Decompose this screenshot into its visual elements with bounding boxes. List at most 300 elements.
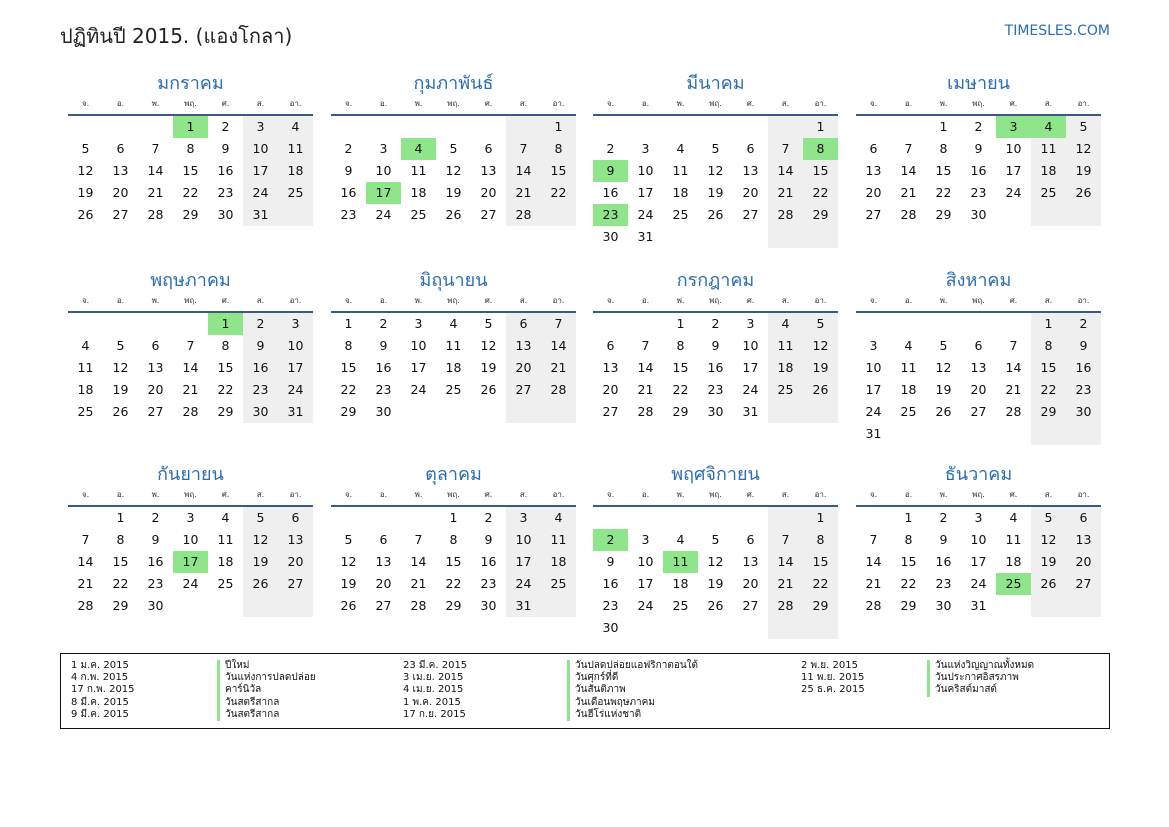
day-cell: 16	[340, 185, 357, 200]
day-cell: 3	[641, 532, 650, 547]
day-cell: 4	[401, 138, 436, 160]
empty-day-cell	[768, 226, 803, 248]
day-cell: 6	[506, 313, 541, 335]
day-cell: 30	[480, 598, 497, 613]
day-cell: 26	[445, 207, 462, 222]
day-cell: 10	[410, 338, 427, 353]
weekday-label: พ.	[151, 99, 160, 108]
day-cell: 27	[112, 207, 129, 222]
day-cell: 7	[81, 532, 90, 547]
weekday-label: อา.	[814, 99, 827, 108]
day-cell: 13	[602, 360, 619, 375]
day-cell: 10	[243, 138, 278, 160]
day-cell: 6	[869, 141, 878, 156]
empty-day-cell	[891, 423, 926, 445]
legend-holiday-name: วันฮีโร่แห่งชาติ	[567, 709, 698, 721]
weekday-label: พฤ.	[184, 490, 197, 499]
day-cell: 10	[637, 554, 654, 569]
month-name: พฤศจิกายน	[671, 464, 760, 485]
weekday-label: ศ.	[221, 490, 230, 499]
day-cell: 25	[1031, 182, 1066, 204]
day-cell: 24	[742, 382, 759, 397]
month-name: มกราคม	[157, 73, 224, 94]
weekday-label: จ.	[344, 490, 353, 499]
day-cell: 21	[865, 576, 882, 591]
day-cell: 17	[742, 360, 759, 375]
weekday-label: ศ.	[221, 99, 230, 108]
weekday-label: ศ.	[746, 99, 755, 108]
day-cell: 27	[480, 207, 497, 222]
empty-day-cell	[68, 313, 103, 335]
day-cell: 12	[77, 163, 94, 178]
day-cell: 4	[221, 510, 230, 525]
weekday-label: ศ.	[484, 296, 493, 305]
weekday-label: อา.	[289, 99, 302, 108]
day-cell: 31	[506, 595, 541, 617]
day-cell: 6	[606, 338, 615, 353]
day-grid	[593, 116, 838, 248]
day-cell: 16	[707, 360, 724, 375]
day-cell: 5	[803, 313, 838, 335]
day-cell: 22	[900, 576, 917, 591]
legend-names-col-1	[217, 660, 316, 721]
empty-day-cell	[768, 116, 803, 138]
day-cell: 29	[182, 207, 199, 222]
day-cell: 2	[221, 119, 230, 134]
day-cell: 1	[803, 116, 838, 138]
day-cell: 28	[1005, 404, 1022, 419]
empty-day-cell	[628, 116, 663, 138]
day-cell: 26	[803, 379, 838, 401]
day-cell: 8	[221, 338, 230, 353]
legend-holiday-name: วันแห่งวิญญาณทั้งหมด	[927, 660, 1034, 672]
weekday-label: ส.	[781, 490, 790, 499]
day-cell: 3	[974, 510, 983, 525]
day-cell: 30	[1066, 401, 1101, 423]
day-cell: 31	[742, 404, 759, 419]
day-cell: 8	[939, 141, 948, 156]
day-cell: 1	[676, 316, 685, 331]
legend-holiday-name: ปีใหม่	[217, 660, 316, 672]
day-cell: 5	[484, 316, 493, 331]
day-cell: 10	[1005, 141, 1022, 156]
day-cell: 7	[151, 141, 160, 156]
weekday-label: พฤ.	[184, 296, 197, 305]
day-cell: 8	[803, 529, 838, 551]
empty-day-cell	[506, 116, 541, 138]
day-cell: 13	[147, 360, 164, 375]
day-cell: 2	[974, 119, 983, 134]
day-cell: 12	[707, 554, 724, 569]
day-cell: 7	[541, 313, 576, 335]
day-cell: 7	[768, 138, 803, 160]
empty-day-cell	[803, 401, 838, 423]
day-cell: 11	[900, 360, 917, 375]
day-cell: 24	[375, 207, 392, 222]
day-cell: 5	[243, 507, 278, 529]
day-cell: 6	[379, 532, 388, 547]
day-cell: 18	[672, 185, 689, 200]
day-cell: 20	[375, 576, 392, 591]
weekday-label: ส.	[781, 99, 790, 108]
day-cell: 17	[637, 185, 654, 200]
month-block	[68, 269, 313, 423]
empty-day-cell	[243, 595, 278, 617]
weekday-label: อ.	[116, 490, 125, 499]
legend-date: 11 พ.ย. 2015	[801, 672, 865, 684]
day-cell: 19	[445, 185, 462, 200]
weekday-label: อ.	[904, 296, 913, 305]
day-cell: 20	[1066, 551, 1101, 573]
weekday-label: พ.	[414, 490, 423, 499]
day-cell: 10	[278, 335, 313, 357]
day-cell: 30	[147, 598, 164, 613]
weekday-label: อา.	[552, 296, 565, 305]
day-cell: 3	[243, 116, 278, 138]
day-cell: 8	[541, 138, 576, 160]
day-cell: 3	[641, 141, 650, 156]
day-cell: 26	[340, 598, 357, 613]
day-cell: 20	[865, 185, 882, 200]
day-cell: 31	[970, 598, 987, 613]
empty-day-cell	[891, 313, 926, 335]
empty-day-cell	[401, 401, 436, 423]
day-cell: 24	[1005, 185, 1022, 200]
day-cell: 26	[1066, 182, 1101, 204]
day-cell: 22	[182, 185, 199, 200]
month-name: กุมภาพันธ์	[413, 73, 494, 94]
day-cell: 4	[676, 532, 685, 547]
weekday-label: พฤ.	[972, 490, 985, 499]
day-cell: 19	[480, 360, 497, 375]
day-cell: 7	[1009, 338, 1018, 353]
weekday-header	[331, 487, 576, 503]
day-cell: 21	[768, 182, 803, 204]
day-cell: 28	[147, 207, 164, 222]
day-cell: 11	[768, 335, 803, 357]
day-cell: 3	[869, 338, 878, 353]
day-cell: 23	[243, 379, 278, 401]
weekday-label: จ.	[81, 296, 90, 305]
day-cell: 8	[1031, 335, 1066, 357]
day-cell: 6	[1066, 507, 1101, 529]
weekday-label: พ.	[939, 490, 948, 499]
weekday-label: อ.	[379, 490, 388, 499]
day-cell: 6	[746, 532, 755, 547]
month-block	[856, 72, 1101, 226]
day-cell: 10	[637, 163, 654, 178]
day-cell: 30	[970, 207, 987, 222]
empty-day-cell	[698, 617, 733, 639]
empty-day-cell	[926, 313, 961, 335]
day-cell: 28	[541, 379, 576, 401]
day-cell: 21	[637, 382, 654, 397]
empty-day-cell	[173, 595, 208, 617]
day-cell: 2	[151, 510, 160, 525]
day-cell: 2	[939, 510, 948, 525]
day-cell: 20	[278, 551, 313, 573]
day-cell: 9	[379, 338, 388, 353]
weekday-label: ส.	[256, 490, 265, 499]
day-cell: 16	[602, 185, 619, 200]
day-cell: 3	[379, 141, 388, 156]
day-cell: 22	[445, 576, 462, 591]
month-name: ธันวาคม	[944, 464, 1013, 485]
day-cell: 28	[900, 207, 917, 222]
day-cell: 14	[768, 160, 803, 182]
month-name: มีนาคม	[686, 73, 745, 94]
day-cell: 26	[112, 404, 129, 419]
weekday-label: อ.	[379, 99, 388, 108]
day-cell: 14	[1005, 360, 1022, 375]
weekday-label: อา.	[289, 296, 302, 305]
day-cell: 12	[707, 163, 724, 178]
weekday-label: ส.	[1044, 296, 1053, 305]
day-cell: 29	[217, 404, 234, 419]
empty-day-cell	[768, 401, 803, 423]
day-cell: 17	[865, 382, 882, 397]
day-cell: 20	[506, 357, 541, 379]
day-cell: 5	[1031, 507, 1066, 529]
day-cell: 22	[672, 382, 689, 397]
day-cell: 19	[243, 551, 278, 573]
day-cell: 5	[1066, 116, 1101, 138]
day-cell: 5	[711, 532, 720, 547]
day-cell: 21	[182, 382, 199, 397]
weekday-label: ศ.	[221, 296, 230, 305]
day-cell: 14	[541, 335, 576, 357]
legend-holiday-name: วันประกาศอิสรภาพ	[927, 672, 1034, 684]
day-cell: 21	[77, 576, 94, 591]
weekday-label: อา.	[289, 490, 302, 499]
day-cell: 16	[1066, 357, 1101, 379]
day-grid	[68, 507, 313, 617]
day-cell: 25	[672, 598, 689, 613]
month-block	[331, 72, 576, 226]
day-cell: 8	[803, 138, 838, 160]
legend-holiday-name: วันสตรีสากล	[217, 697, 316, 709]
day-cell: 27	[970, 404, 987, 419]
day-cell: 29	[803, 204, 838, 226]
empty-day-cell	[471, 401, 506, 423]
day-cell: 17	[243, 160, 278, 182]
day-cell: 29	[445, 598, 462, 613]
day-cell: 18	[77, 382, 94, 397]
weekday-label: จ.	[344, 296, 353, 305]
day-cell: 14	[410, 554, 427, 569]
site-link[interactable]: TIMESLES.COM	[1004, 23, 1110, 39]
day-cell: 15	[445, 554, 462, 569]
day-cell: 30	[602, 620, 619, 635]
day-grid	[331, 313, 576, 423]
day-cell: 13	[112, 163, 129, 178]
day-cell: 1	[344, 316, 353, 331]
empty-day-cell	[996, 204, 1031, 226]
weekday-header	[856, 96, 1101, 112]
empty-day-cell	[803, 226, 838, 248]
day-cell: 7	[869, 532, 878, 547]
day-cell: 18	[445, 360, 462, 375]
day-cell: 28	[506, 204, 541, 226]
day-cell: 6	[484, 141, 493, 156]
day-cell: 25	[541, 573, 576, 595]
day-cell: 9	[711, 338, 720, 353]
day-cell: 29	[672, 404, 689, 419]
empty-day-cell	[856, 116, 891, 138]
day-cell: 13	[480, 163, 497, 178]
day-cell: 12	[1031, 529, 1066, 551]
day-cell: 16	[375, 360, 392, 375]
day-cell: 18	[410, 185, 427, 200]
day-cell: 30	[602, 229, 619, 244]
day-cell: 27	[742, 598, 759, 613]
day-cell: 27	[602, 404, 619, 419]
empty-day-cell	[926, 423, 961, 445]
empty-day-cell	[996, 423, 1031, 445]
day-cell: 10	[865, 360, 882, 375]
empty-day-cell	[733, 507, 768, 529]
day-cell: 14	[900, 163, 917, 178]
day-cell: 11	[1031, 138, 1066, 160]
weekday-label: พ.	[414, 296, 423, 305]
weekday-header	[68, 487, 313, 503]
day-cell: 11	[672, 163, 689, 178]
weekday-header	[856, 487, 1101, 503]
empty-day-cell	[663, 116, 698, 138]
day-cell: 17	[506, 551, 541, 573]
day-cell: 19	[707, 576, 724, 591]
weekday-label: พฤ.	[709, 296, 722, 305]
day-cell: 22	[935, 185, 952, 200]
legend-date: 9 มี.ค. 2015	[71, 708, 129, 720]
day-cell: 26	[243, 573, 278, 595]
day-cell: 9	[606, 554, 615, 569]
day-cell: 5	[939, 338, 948, 353]
empty-day-cell	[1031, 423, 1066, 445]
day-cell: 28	[865, 598, 882, 613]
day-cell: 4	[449, 316, 458, 331]
day-cell: 21	[541, 357, 576, 379]
day-cell: 6	[974, 338, 983, 353]
month-block	[331, 269, 576, 423]
day-cell: 4	[1031, 116, 1066, 138]
day-cell: 9	[243, 335, 278, 357]
weekday-label: อ.	[116, 296, 125, 305]
day-cell: 25	[217, 576, 234, 591]
day-cell: 25	[900, 404, 917, 419]
day-cell: 22	[541, 182, 576, 204]
day-cell: 4	[676, 141, 685, 156]
empty-day-cell	[1031, 204, 1066, 226]
day-cell: 29	[803, 595, 838, 617]
day-cell: 11	[445, 338, 462, 353]
day-cell: 19	[707, 185, 724, 200]
day-cell: 7	[768, 529, 803, 551]
weekday-label: อ.	[641, 296, 650, 305]
day-cell: 15	[803, 551, 838, 573]
day-cell: 7	[641, 338, 650, 353]
weekday-label: ส.	[519, 490, 528, 499]
weekday-label: จ.	[344, 99, 353, 108]
day-cell: 20	[147, 382, 164, 397]
empty-day-cell	[401, 116, 436, 138]
day-cell: 28	[637, 404, 654, 419]
empty-day-cell	[733, 226, 768, 248]
day-cell: 23	[935, 576, 952, 591]
day-cell: 11	[541, 529, 576, 551]
weekday-label: พฤ.	[184, 99, 197, 108]
day-cell: 6	[746, 141, 755, 156]
day-cell: 12	[480, 338, 497, 353]
day-cell: 26	[707, 207, 724, 222]
day-cell: 1	[449, 510, 458, 525]
legend-holiday-name: วันปลดปล่อยแอฟริกาตอนใต้	[567, 660, 698, 672]
day-cell: 11	[410, 163, 427, 178]
month-block	[856, 463, 1101, 617]
day-cell: 18	[768, 357, 803, 379]
empty-day-cell	[1066, 423, 1101, 445]
day-cell: 1	[803, 507, 838, 529]
empty-day-cell	[891, 116, 926, 138]
day-cell: 19	[112, 382, 129, 397]
day-cell: 4	[768, 313, 803, 335]
month-block	[68, 72, 313, 226]
day-cell: 3	[996, 116, 1031, 138]
day-cell: 7	[904, 141, 913, 156]
day-cell: 19	[1031, 551, 1066, 573]
empty-day-cell	[1031, 595, 1066, 617]
weekday-label: พ.	[939, 99, 948, 108]
day-cell: 15	[900, 554, 917, 569]
weekday-label: พ.	[939, 296, 948, 305]
day-cell: 17	[637, 576, 654, 591]
day-grid	[593, 507, 838, 639]
day-cell: 21	[1005, 382, 1022, 397]
weekday-header	[68, 96, 313, 112]
weekday-label: ศ.	[1009, 490, 1018, 499]
day-cell: 23	[970, 185, 987, 200]
day-cell: 6	[278, 507, 313, 529]
empty-day-cell	[331, 507, 366, 529]
day-cell: 3	[414, 316, 423, 331]
day-cell: 7	[414, 532, 423, 547]
weekday-label: จ.	[606, 490, 615, 499]
month-block	[68, 463, 313, 617]
day-cell: 10	[742, 338, 759, 353]
day-cell: 14	[77, 554, 94, 569]
day-cell: 18	[900, 382, 917, 397]
month-block	[593, 72, 838, 248]
month-name: สิงหาคม	[945, 270, 1012, 291]
day-cell: 11	[1005, 532, 1022, 547]
day-cell: 26	[935, 404, 952, 419]
day-cell: 1	[541, 116, 576, 138]
weekday-label: ส.	[519, 296, 528, 305]
weekday-label: พ.	[676, 99, 685, 108]
day-cell: 25	[768, 379, 803, 401]
empty-day-cell	[663, 617, 698, 639]
day-cell: 25	[672, 207, 689, 222]
day-cell: 27	[506, 379, 541, 401]
day-cell: 14	[182, 360, 199, 375]
day-cell: 23	[340, 207, 357, 222]
empty-day-cell	[436, 401, 471, 423]
day-cell: 14	[865, 554, 882, 569]
empty-day-cell	[593, 507, 628, 529]
day-cell: 11	[77, 360, 94, 375]
day-cell: 30	[243, 401, 278, 423]
day-cell: 11	[663, 551, 698, 573]
